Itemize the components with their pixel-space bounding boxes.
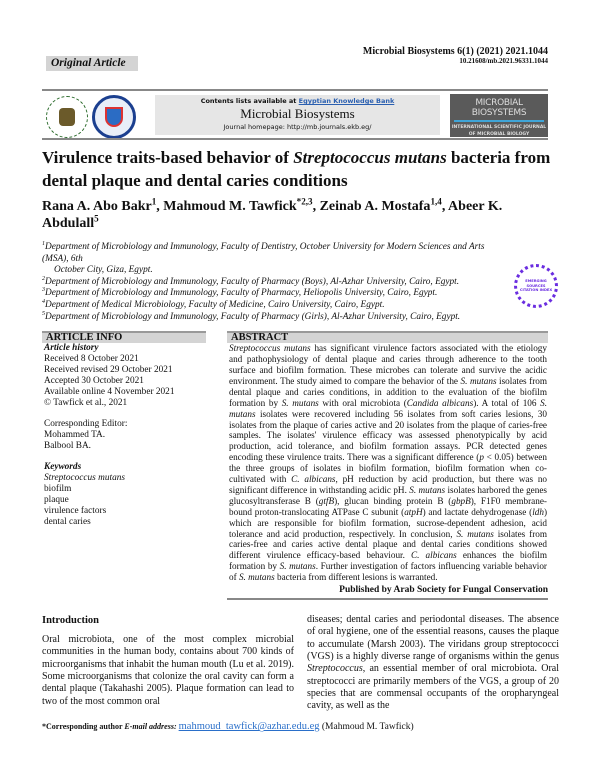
keywords-heading: Keywords — [44, 462, 82, 473]
paper-title: Virulence traits-based behavior of Streptococcus mutans bacteria from dental plaque and dental caries conditions — [42, 148, 551, 190]
journal-citation: Microbial Biosystems 6(1) (2021) 2021.1044 — [362, 46, 548, 57]
history-item: Accepted 30 October 2021 — [44, 376, 144, 387]
journal-logo-line2: OF MICROBIAL BIOLOGY — [468, 132, 530, 137]
article-body — [42, 146, 558, 734]
article-info-heading: ARTICLE INFO — [42, 331, 206, 343]
header-rule-bottom — [42, 138, 548, 140]
affiliation: $^2$Department of Microbiology and Immunology, Faculty of Pharmacy (Boys), Al-Azhar University, Cairo, Egypt. — [42, 275, 460, 287]
affiliation: $^5$Department of Microbiology and Immunology, Faculty of Pharmacy (Girls), Al-Azhar University, Cairo, Egypt. — [42, 310, 461, 322]
author: Zeinab A. Mostafa$^{1,4}$ — [319, 196, 442, 214]
intro-column-right: diseases; dental caries and periodontal diseases. The absence of oral hygiene, one of the essential reasons, causes the plaque to accumulate (Marsh 2003). The viridans group streptococci (VGS) is a highly diverse range of organisms within the genus Streptococcus, an essential member of oral microbiota. Oral streptococci are primarily members of the VGS, a group of 20 species that are commensal occupants of the oropharyngeal cavity, as well as the — [307, 614, 559, 712]
author-list: Rana A. Abo Bakr$^1$, Mahmoud M. Tawfick$^{*2,3}$, Zeinab A. Mostafa$^{1,4}$, Abeer K. Abdulall$^5$ — [42, 196, 503, 231]
history-item: Available online 4 November 2021 — [44, 387, 175, 398]
abstract-rule — [227, 598, 548, 600]
article-info — [42, 343, 206, 528]
keyword: plaque — [44, 495, 69, 506]
doi: 10.21608/mb.2021.96331.1044 — [459, 57, 548, 65]
editor-label: Corresponding Editor: — [44, 419, 128, 430]
journal-logo — [450, 94, 548, 137]
journal-homepage: Journal homepage: http://mb.journals.ekb.eg/ — [223, 123, 372, 131]
affiliation: $^1$Department of Microbiology and Immunology, Faculty of Dentistry, October University for Modern Sciences and Arts (MSA), 6th — [42, 240, 485, 264]
affiliation: $^3$Department of Microbiology and Immunology, Faculty of Pharmacy, Heliopolis University, Cairo, Egypt. — [42, 287, 438, 299]
author: Abeer K. Abdulall$^5$ — [42, 199, 503, 231]
email-link[interactable]: mahmoud_tawfick@azhar.edu.eg — [178, 721, 320, 733]
author: Rana A. Abo Bakr$^1$ — [42, 196, 157, 214]
contents-label: Contents lists available at — [200, 97, 299, 105]
editor-name: Mohammed TA. — [44, 430, 106, 441]
abstract-text: Streptococcus mutans has significant virulence factors associated with the etiology and pathophysiology of dental plaque and caries through adherence to the tooth surface and biofilm formation. These microbes can tolerate and survive the acidic environment. The study aimed to compare the behavior of the S. mutans isolates from dental plaque and caries conditions, in addition to the evaluation of the biofilm formation by S. mutans with oral microbiota (Candida albicans). A total of 106 S. mutans isolates were recovered including 56 isolates from soft caries lesions, 30 isolates from the plaque of caries active and 20 isolates from the plaque of caries-free samples. The isolates' virulence efficacy was assessed phenotypically by acid production, acid tolerance, and biofilm formation assays. PCR detected genes encoding these virulence traits. There was a significant difference (p < 0.05) between the three groups of isolates in biofilm formation, biofilm formation when co-cultivated with C. albicans, pH reduction by acid production, but there was no significant difference in withstanding acidic pH. S. mutans isolates harbored the genes glucosyltransferase B (gtfB), glucan binding protein B (gbpB), F1F0 membrane-bound proton-translocating ATPase C subunit (atpH) and lactate dehydrogenase (ldh) which are responsible for biofilm formation, sucrose-dependent adhesion, acid tolerance and acid production, respectively. In conclusion, S. mutans isolates from caries-free and caries active dental plaque and dental caries conditions showed different virulence efficacy-based behaviour. C. albicans enhances the biofilm formation by S. mutans. Further investigation of factors influencing variable behavior of S. mutans bacteria from different lesions is warranted. — [229, 343, 548, 583]
author: Mahmoud M. Tawfick$^{*2,3}$ — [163, 196, 313, 214]
introduction-heading: Introduction — [42, 615, 99, 627]
intro-column-left: Oral microbiota, one of the most complex microbial communities in the human body, contains about 700 kinds of microorganisms that inhabit the human mouth (Lu et al. 2019). Some microorganisms that colonize the oral cavity can form a dental plaque (Takahashi 2005). Plaque formation can lead to two of the most common oral — [42, 634, 294, 707]
journal-name: Microbial Biosystems — [240, 106, 355, 121]
editor-name: Balbool BA. — [44, 441, 92, 452]
journal-banner — [155, 95, 440, 135]
journal-reference — [363, 46, 548, 65]
history-heading: Article history — [44, 343, 99, 354]
ekb-link[interactable]: Egyptian Knowledge Bank — [298, 97, 395, 105]
keyword: Streptococcus mutans — [44, 473, 125, 484]
keyword: biofilm — [44, 484, 72, 495]
history-item: Received revised 29 October 2021 — [44, 365, 173, 376]
history-item: Received 8 October 2021 — [44, 354, 139, 365]
keyword: virulence factors — [44, 506, 107, 517]
history-item: © Tawfick et al., 2021 — [44, 398, 128, 409]
university-logo — [92, 95, 136, 139]
affiliations — [42, 242, 558, 323]
journal-logo-line1: INTERNATIONAL SCIENTIFIC JOURNAL — [451, 125, 547, 130]
journal-logo-name: MICROBIAL BIOSYSTEMS — [471, 98, 527, 118]
keyword: dental caries — [44, 517, 91, 528]
affiliation: $^4$Department of Medical Microbiology, Faculty of Medicine, Cairo University, Cairo, Egypt. — [42, 298, 385, 310]
info-abstract-section — [42, 331, 548, 600]
publisher-line: Published by Arab Society for Fungal Conservation — [339, 585, 548, 596]
affiliation-cont: October City, Giza, Egypt. — [54, 265, 153, 276]
corresponding-footnote: *Corresponding author E-mail address: mahmoud_tawfick@azhar.edu.eg (Mahmoud M. Tawfick) — [42, 721, 414, 733]
esci-stamp: EMERGING SOURCES CITATION INDEX — [514, 264, 558, 308]
header-rule-top — [42, 89, 548, 91]
society-logo — [46, 96, 88, 138]
article-type-badge: Original Article — [46, 56, 138, 71]
abstract-heading: ABSTRACT — [227, 331, 548, 343]
introduction-section — [42, 614, 558, 712]
